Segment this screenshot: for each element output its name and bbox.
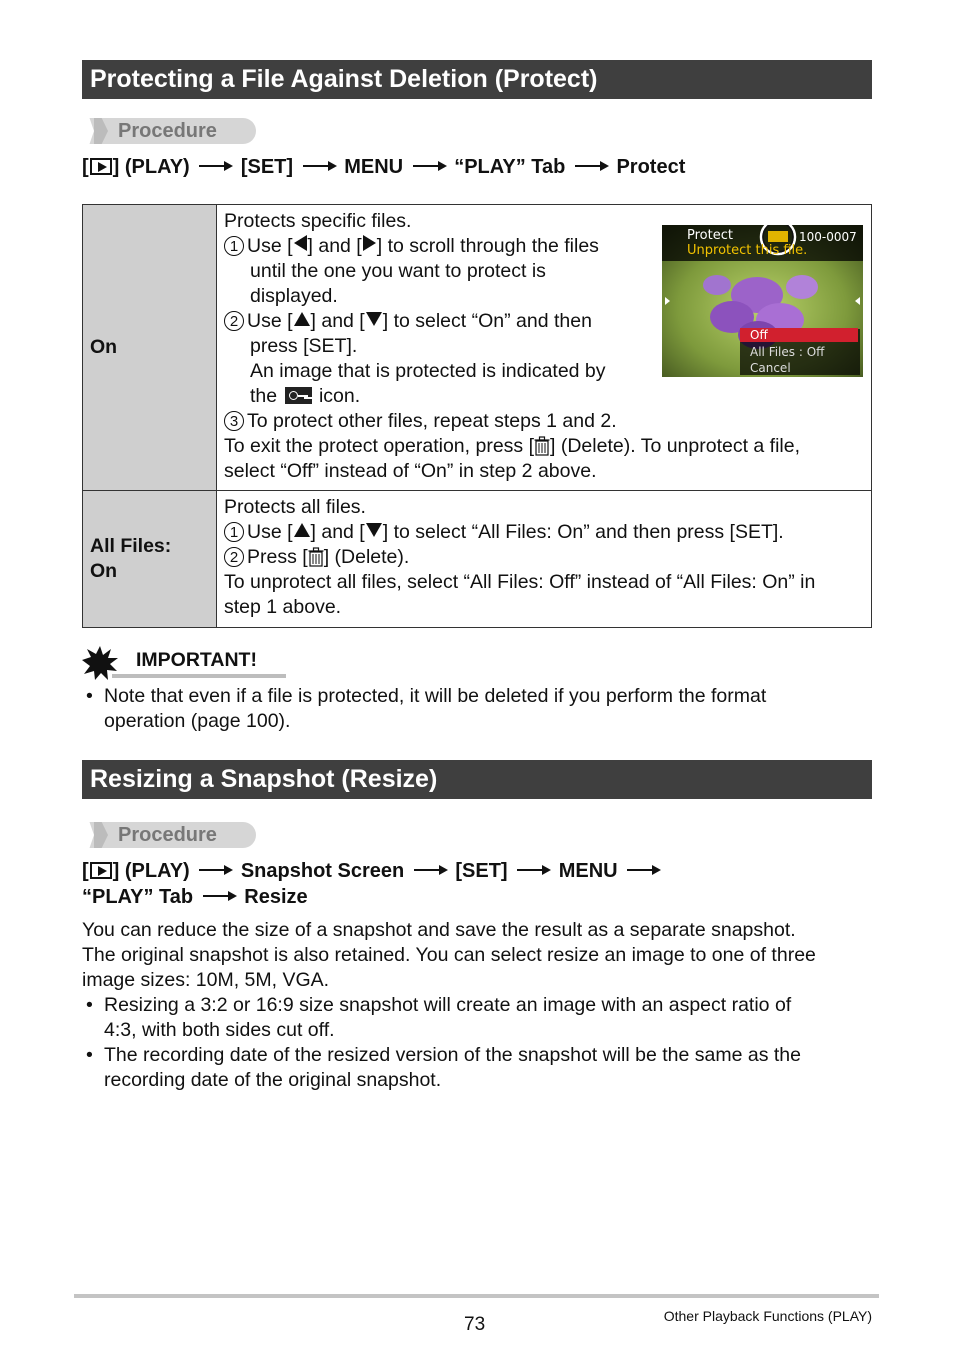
arrow-icon xyxy=(303,165,335,167)
screen-subtitle: Unprotect this file. xyxy=(687,243,808,258)
row-label: On xyxy=(83,205,217,491)
play-icon xyxy=(90,862,112,879)
arrow-icon xyxy=(627,869,659,871)
resize-description: You can reduce the size of a snapshot and save the result as a separate snapshot. The original snapshot is also retained. You can select resize an image to one of three image sizes: 10M, 5M, VGA. xyxy=(82,919,816,991)
arrow-icon xyxy=(414,869,446,871)
screen-menu-item: Off xyxy=(750,328,768,342)
play-icon xyxy=(90,158,112,175)
right-arrow-icon xyxy=(363,235,376,251)
list-item: • Resizing a 3:2 or 16:9 size snapshot will create an image with an aspect ratio of 4:3, with both sides cut off. xyxy=(86,994,792,1041)
page-number: 73 xyxy=(464,1314,486,1335)
up-arrow-icon xyxy=(294,312,310,326)
protect-key-icon xyxy=(285,387,312,404)
section-title-protect: Protecting a File Against Deletion (Protect) xyxy=(82,60,872,99)
trash-icon xyxy=(534,436,550,456)
up-arrow-icon xyxy=(294,523,310,537)
arrow-icon xyxy=(203,895,235,897)
screen-menu-item: All Files : Off xyxy=(750,345,825,359)
screen-menu-item: Cancel xyxy=(750,361,791,375)
screen-title: Protect xyxy=(687,228,733,243)
table-row xyxy=(83,491,872,628)
list-item: • Note that even if a file is protected, it will be deleted if you perform the format operation (page 100). xyxy=(86,685,767,732)
arrow-icon xyxy=(517,869,549,871)
menu-path-resize: [ ] (PLAY) Snapshot Screen [SET] MENU xyxy=(82,858,663,884)
down-arrow-icon xyxy=(366,312,382,326)
footer-divider xyxy=(74,1294,879,1298)
chapter-title: Other Playback Functions (PLAY) xyxy=(663,1308,872,1324)
down-arrow-icon xyxy=(366,523,382,537)
row-description: Protects all files. 1 Use [ ] and [ ] to select “All Files: On” and then press [SET]. 2 Press [ ] (Delete). To unprotect all files, select “All Files: Off” instead of “All Files: On” in step 1 above. xyxy=(217,491,872,628)
menu-path-resize-cont: “PLAY” Tab Resize xyxy=(82,886,308,908)
arrow-icon xyxy=(199,869,231,871)
trash-icon xyxy=(308,547,324,567)
row-label: All Files: On xyxy=(83,491,217,628)
arrow-icon xyxy=(413,165,445,167)
left-arrow-icon xyxy=(294,235,307,251)
arrow-icon xyxy=(575,165,607,167)
file-number: 100-0007 xyxy=(799,230,857,244)
section-title-resize: Resizing a Snapshot (Resize) xyxy=(82,760,872,799)
arrow-icon xyxy=(199,165,231,167)
list-item: • The recording date of the resized version of the snapshot will be the same as the recording date of the original snapshot. xyxy=(86,1044,801,1091)
procedure-label: Procedure xyxy=(84,822,256,848)
camera-screen-illustration xyxy=(662,225,863,377)
menu-path-protect: [ ] (PLAY) [SET] MENU “PLAY” Tab Protect xyxy=(82,156,686,178)
row-description: Protects specific files. 1 Use [ ] and [ ] to scroll through the files until the one you want to protect is displayed. 2 Use [ ] and [ ] to select “On” and then press [SET]. An image that is protected is indicated by the icon. 3 To protect other files, repeat steps 1 and 2. To exit the protect operation, press [ ] (Delete). To unprotect a file, select “Off” instead of “On” in step 2 above. xyxy=(217,205,872,491)
important-note-header: IMPORTANT! xyxy=(82,646,286,678)
procedure-label: Procedure xyxy=(84,118,256,144)
